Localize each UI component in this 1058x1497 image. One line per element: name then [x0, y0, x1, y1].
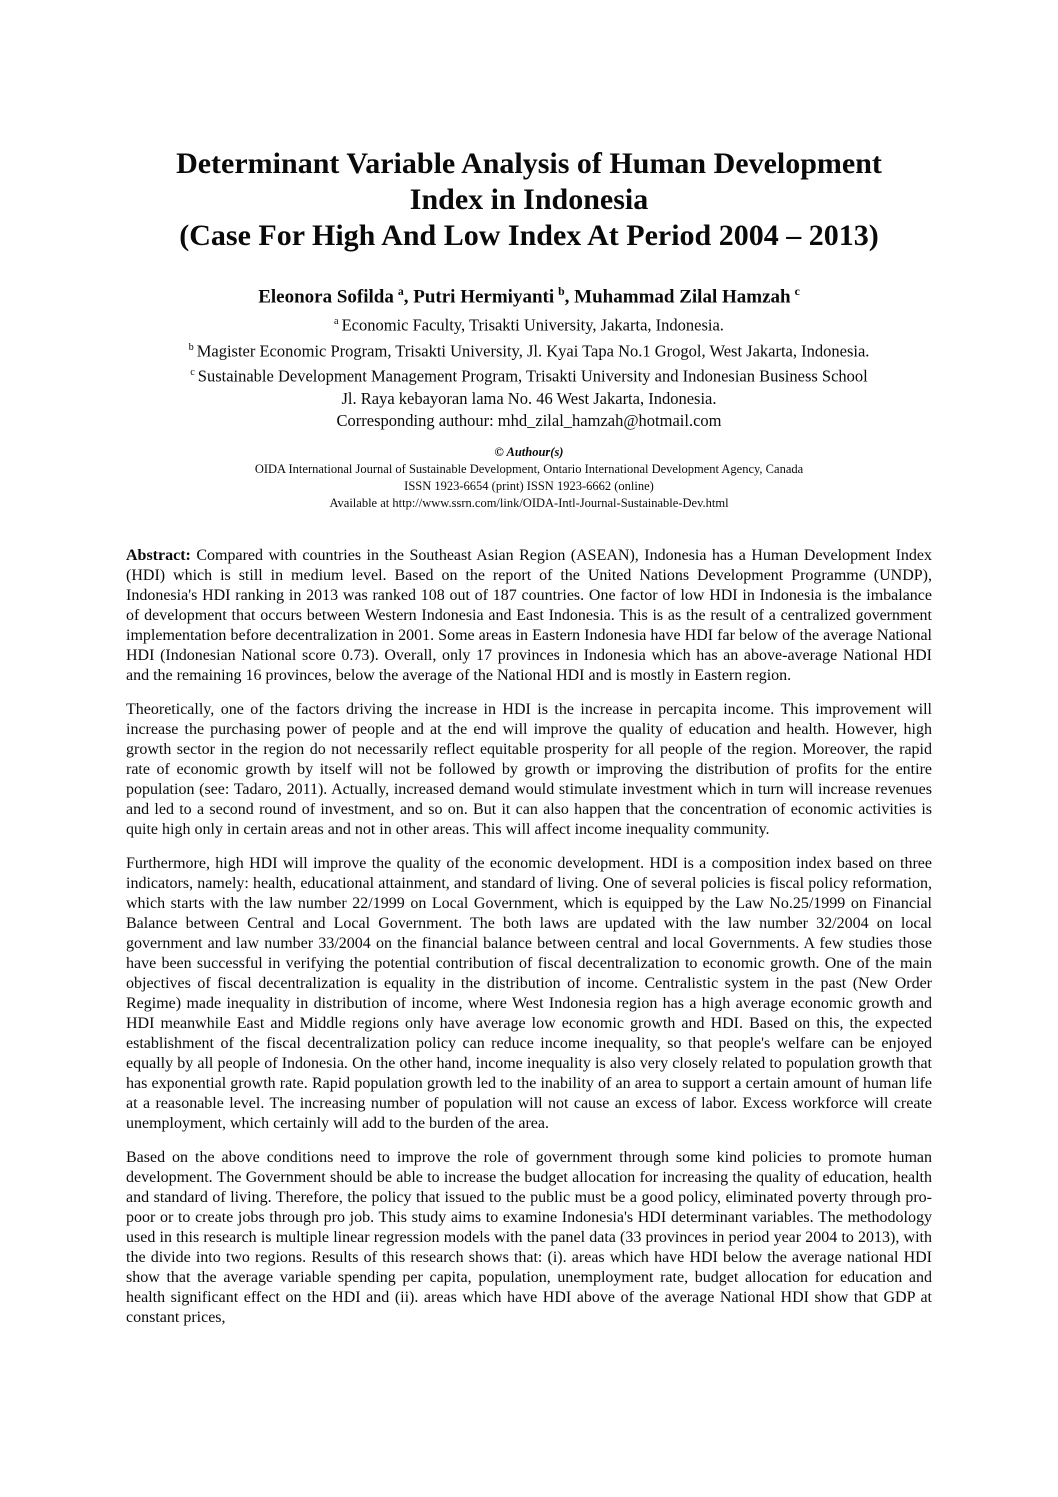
affiliation-text: Sustainable Development Management Program, Trisakti University and Indonesian Business School [197, 366, 868, 386]
author-name: Eleonora Sofilda [258, 286, 394, 308]
abstract-paragraph-4-text: Based on the above conditions need to improve the role of government through some kind policies to promote human development. The Government should be able to increase the budget allocation for increasing the quality of education, health and standard of living. Therefore, the policy that issued to the public must be a good policy, eliminated poverty through pro-poor or to create jobs through pro job. This study aims to examine Indonesia's HDI determinant variables. The methodology used in this research is multiple linear regression models with the panel data (33 provinces in period year 2004 to 2013), with the divide into two regions. Results of this research shows that: (i). areas which have HDI below the average national HDI show that the average variable spending per capita, population, unemployment rate, budget allocation for education and health significant effect on the HDI and (ii). areas which have HDI above of the average National HDI show that GDP at constant prices, [126, 1148, 932, 1326]
abstract-paragraph-3-text: Furthermore, high HDI will improve the quality of the economic development. HDI is a composition index based on three indicators, namely: health, educational attainment, and standard of living. One of several policies is fiscal policy reformation, which starts with the law number 22/1999 on Local Government, which is equipped by the Law No.25/1999 on Financial Balance between Central and Local Government. The both laws are updated with the law number 32/2004 on local government and law number 33/2004 on the financial balance between central and local Governments. A few studies those have been successful in verifying the potential contribution of fiscal decentralization to economic growth. One of the main objectives of fiscal decentralization is equality in the distribution of income. Centralistic system in the past (New Order Regime) made inequality in distribution of income, where West Indonesia region has a high average economic growth and HDI meanwhile East and Middle regions only have average low economic growth and HDI. Based on this, the expected establishment of the fiscal decentralization policy can reduce income inequality, so that people's welfare can be enjoyed equally by all people of Indonesia. On the other hand, income inequality is also very closely related to population growth that has exponential growth rate. Rapid population growth led to the inability of an area to support a certain amount of human life at a reasonable level. The increasing number of population will not cause an excess of labor. Excess workforce will create unemployment, which certainly will add to the burden of the area. [126, 854, 932, 1132]
affiliation-line [126, 337, 932, 363]
abstract-body [126, 546, 932, 1328]
affiliation-mark: c [190, 367, 195, 379]
journal-line: OIDA International Journal of Sustainable Development, Ontario International Development Agency, Canada [254, 461, 804, 476]
title-line-3: (Case For High And Low Index At Period 2004 – 2013) [179, 219, 879, 253]
abstract-label: Abstract: [126, 546, 191, 564]
author-affiliation-mark: a [397, 285, 404, 299]
abstract-paragraph-2-text: Theoretically, one of the factors driving the increase in HDI is the increase in percapita income. This improvement will increase the purchasing power of people and at the end will improve the quality of education and health. However, high growth sector in the region do not necessarily reflect equitable prosperity for all people of the region. Moreover, the rapid rate of economic growth by itself will not be followed by growth or improving the distribution of profits for the entire population (see: Tadaro, 2011). Actually, increased demand would stimulate investment which in turn will increase revenues and led to a second round of investment, and so on. But it can also happen that the concentration of economic activities is quite high only in certain areas and not in other areas. This will affect income inequality community. [126, 700, 932, 838]
author-name: Muhammad Zilal Hamzah [574, 286, 791, 308]
abstract-paragraph-1 [126, 546, 932, 686]
affiliations-block [126, 311, 932, 432]
title-line-1: Determinant Variable Analysis of Human Development [176, 147, 882, 181]
author-affiliation-mark: b [558, 285, 565, 299]
abstract-paragraph-2 [126, 700, 932, 840]
affiliation-text: Jl. Raya kebayoran lama No. 46 West Jakarta, Indonesia. [341, 388, 717, 408]
affiliation-text: Magister Economic Program, Trisakti University, Jl. Kyai Tapa No.1 Grogol, West Jakarta, Indonesia. [196, 341, 870, 361]
author-affiliation-mark: c [794, 285, 800, 299]
affiliation-line [126, 388, 932, 410]
author-name: Putri Hermiyanti [413, 286, 555, 308]
title-line-2: Index in Indonesia [409, 183, 649, 217]
copyright-block [126, 444, 932, 512]
affiliation-mark: b [188, 341, 194, 353]
issn-line: ISSN 1923-6654 (print) ISSN 1923-6662 (online) [404, 478, 654, 493]
affiliation-text: Economic Faculty, Trisakti University, Jakarta, Indonesia. [341, 315, 724, 335]
authors-line [126, 280, 932, 309]
paper-title [126, 146, 932, 254]
author-separator: , [564, 286, 575, 308]
copyright-authors-line: © Authour(s) [494, 444, 564, 459]
author-separator: , [403, 286, 414, 308]
affiliation-line [126, 311, 932, 337]
corresponding-author-line [126, 410, 932, 432]
availability-line: Available at http://www.ssrn.com/link/OIDA-Intl-Journal-Sustainable-Dev.html [329, 495, 729, 510]
paper-content [126, 146, 932, 1328]
abstract-paragraph-1-text: Compared with countries in the Southeast Asian Region (ASEAN), Indonesia has a Human Development Index (HDI) which is still in medium level. Based on the report of the United Nations Development Programme (UNDP), Indonesia's HDI ranking in 2013 was ranked 108 out of 187 countries. One factor of low HDI in Indonesia is the imbalance of development that occurs between Western Indonesia and East Indonesia. This is as the result of a centralized government implementation before decentralization in 2001. Some areas in Eastern Indonesia have HDI far below of the average National HDI (Indonesian National score 0.73). Overall, only 17 provinces in Indonesia which has an above-average National HDI and the remaining 16 provinces, below the average of the National HDI and is mostly in Eastern region. [126, 546, 933, 684]
affiliation-mark: a [334, 316, 339, 328]
abstract-paragraph-3 [126, 854, 932, 1134]
corresponding-author-text: Corresponding authour: mhd_zilal_hamzah@hotmail.com [336, 410, 722, 430]
abstract-paragraph-4 [126, 1148, 932, 1328]
affiliation-line [126, 362, 932, 388]
